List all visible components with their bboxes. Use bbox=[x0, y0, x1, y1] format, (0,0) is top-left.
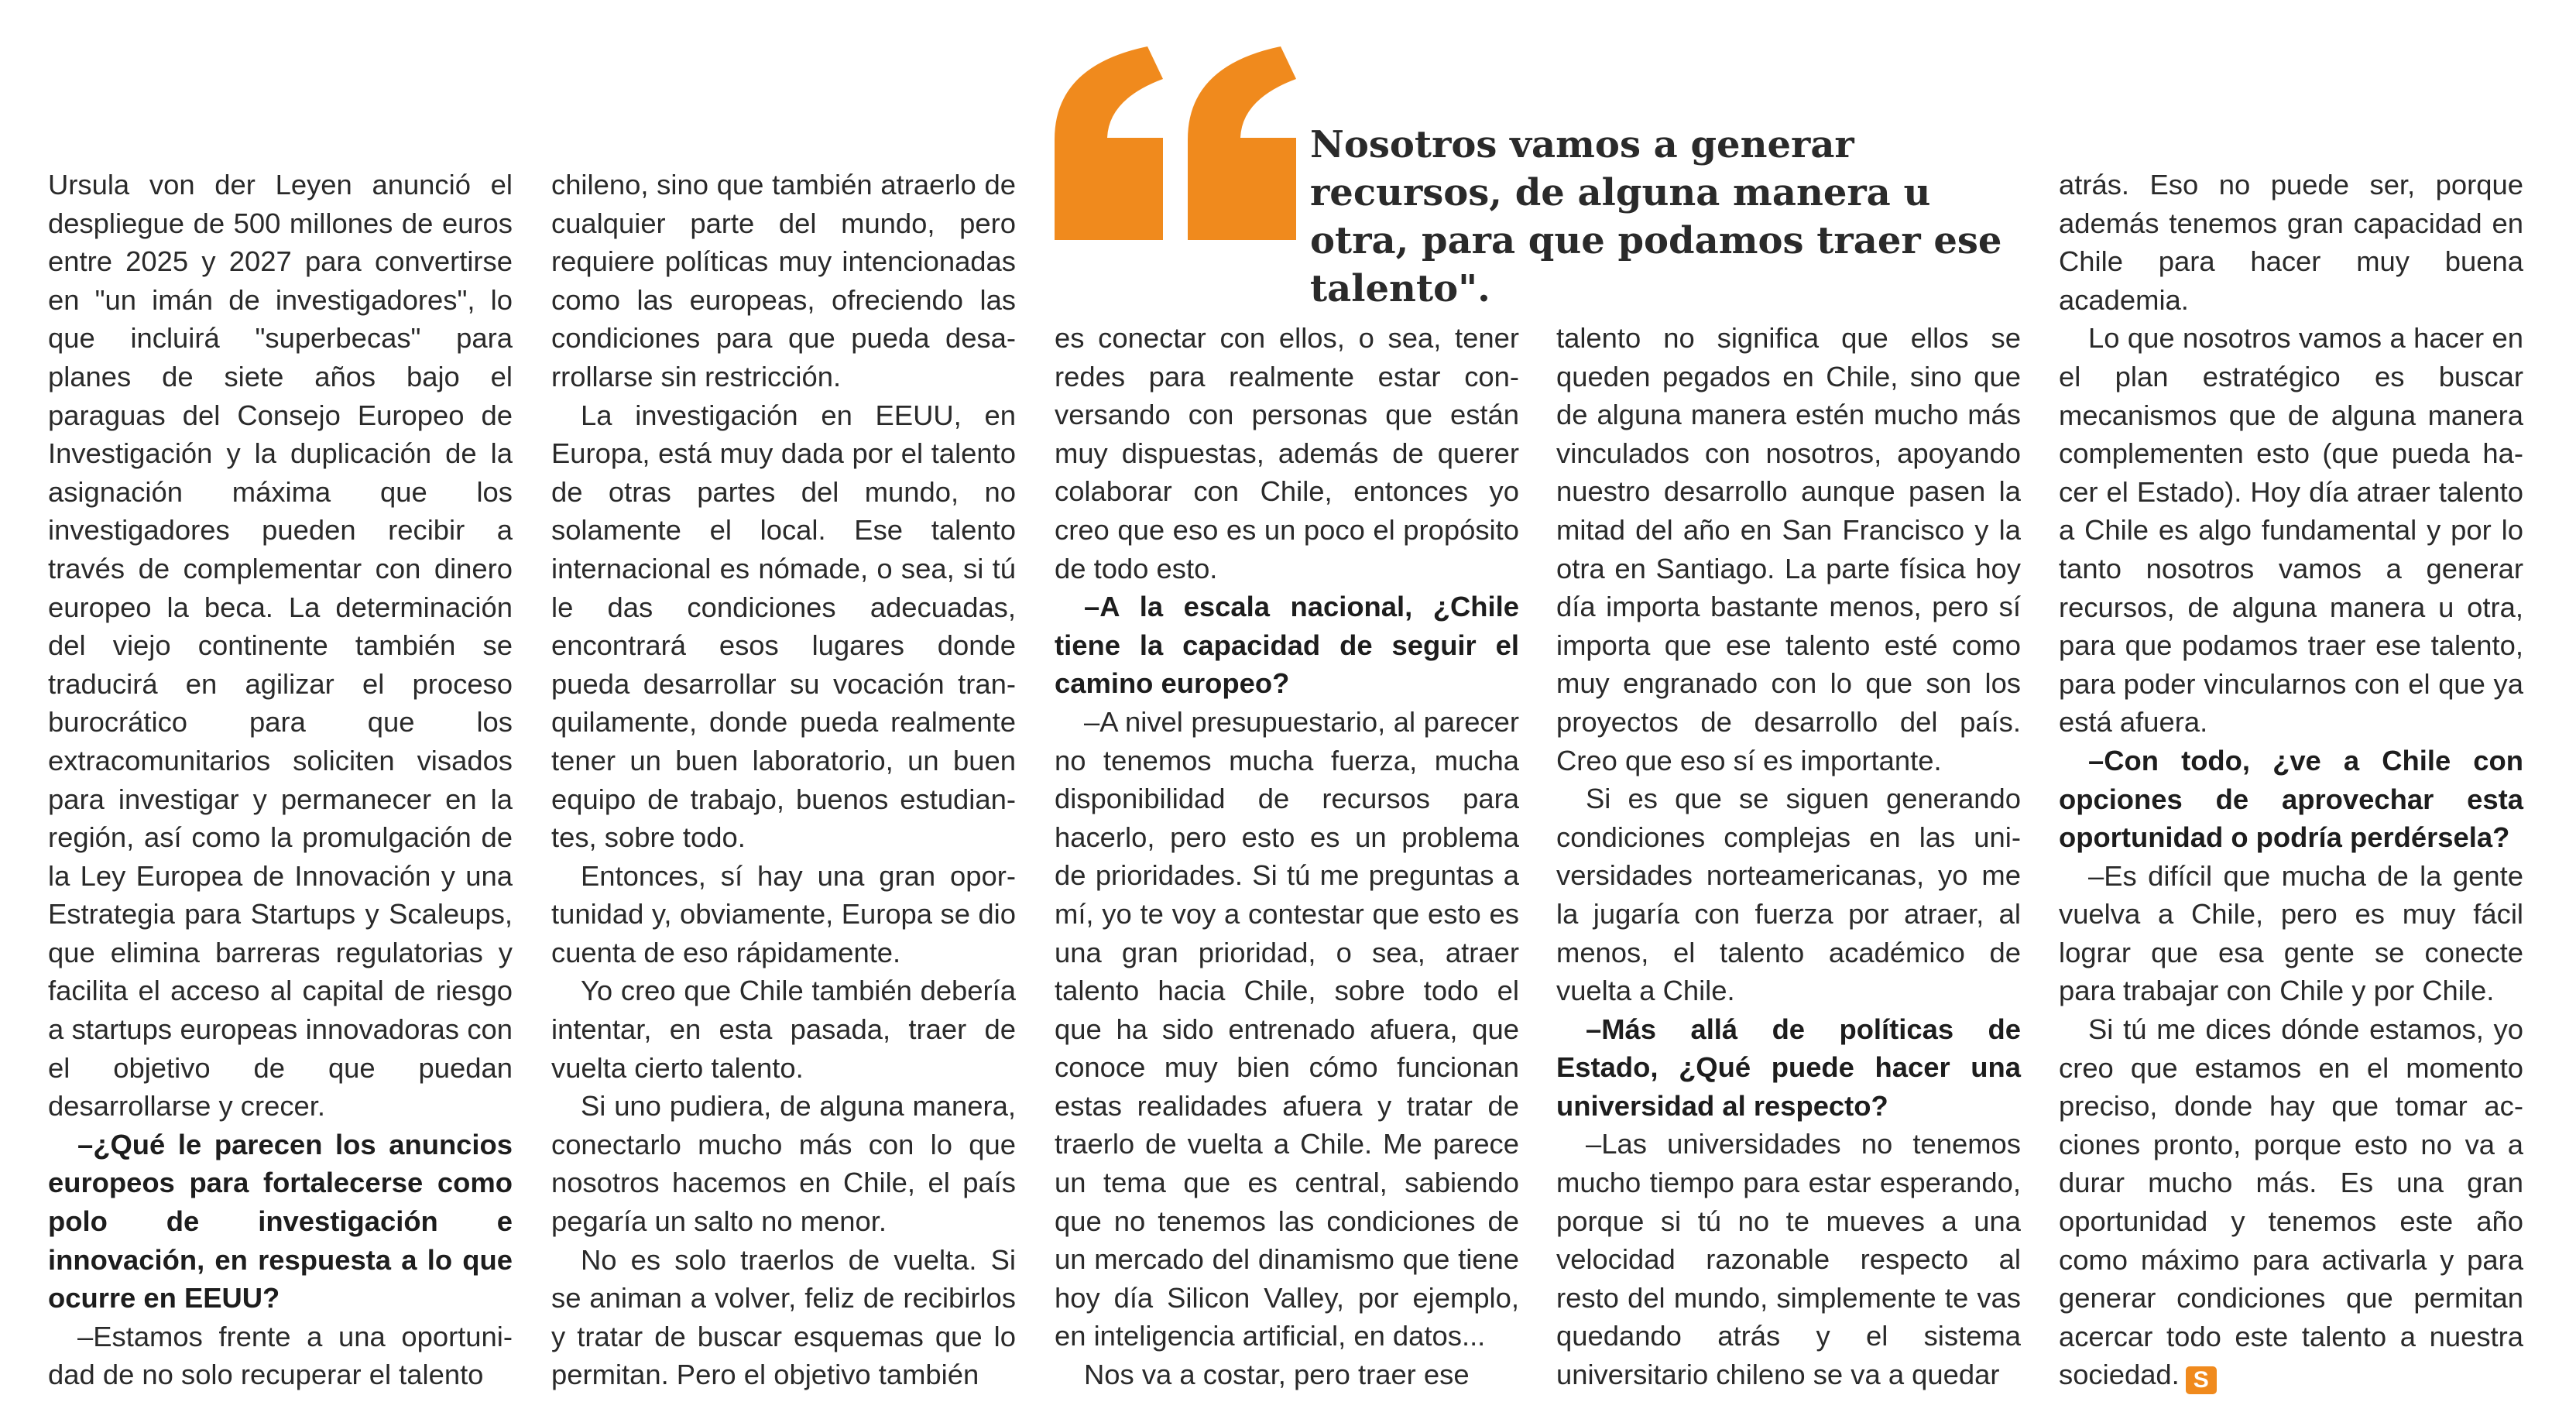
paragraph: –Es difícil que mucha de la gente vuelva a Chile, pero es muy fácil lograr que esa gente se conecte para trabajar con Chile y por Chile. bbox=[2059, 859, 2523, 1007]
paragraph bbox=[2059, 1010, 2523, 1394]
paragraph: Lo que nosotros vamos a hacer en el plan estratégico es buscar mecanismos que de alguna manera complementen esto (que pueda hacer el Estado). Hoy día atraer talento a Chile es algo fundamental y por lo tanto nosotros vamos a generar recursos, de alguna manera u otra, para que podamos traer ese talento, para poder vincularnos con el que ya está afuera. bbox=[2059, 322, 2523, 739]
paragraph: Nos va a costar, pero traer ese bbox=[1084, 1359, 1470, 1391]
paragraph: Yo creo que Chile también debería intentar, en esta pasada, traer de vuelta cierto talento. bbox=[551, 975, 1016, 1084]
closing-paragraph-text: Si tú me dices dónde estamos, yo creo que estamos en el momento preciso, donde hay que tomar acciones pronto, porque esto no va a durar mucho más. Es una gran oportunidad y tenemos este año como máximo para activarla y para generar condiciones que permitan acercar todo este talento a nuestra sociedad. bbox=[2059, 1013, 2523, 1391]
publication-logo-icon: S bbox=[2186, 1366, 2217, 1394]
article-column-2 bbox=[551, 166, 1016, 1394]
paragraph: es conectar con ellos, o sea, tener redes para realmente estar conversando con personas que están muy dispuestas, además de querer colaborar con Chile, entonces yo creo que eso es un poco el propósito de todo esto. bbox=[1055, 322, 1519, 584]
paragraph: Entonces, sí hay una gran oportunidad y, obviamente, Europa se dio cuenta de eso rápidamente. bbox=[551, 859, 1016, 968]
article-column-3 bbox=[1055, 319, 1519, 1394]
paragraph: –A nivel presupuestario, al parecer no tenemos mucha fuerza, mucha disponibilidad de recursos para hacerlo, pero esto es un problema de prioridades. Si tú me preguntas a mí, yo te voy a contestar que esto es una gran prioridad, o sea, atraer talento hacia Chile, sobre todo el que ha sido entrenado afuera, que conoce muy bien cómo funcionan estas realidades afuera y tratar de traerlo de vuelta a Chile. Me parece un tema que es central, sabiendo que no tenemos las condiciones de un mercado del dinamismo que tiene hoy día Silicon Valley, por ejemplo, en inteligencia artificial, en datos... bbox=[1055, 705, 1519, 1352]
interview-question: –A la escala nacional, ¿Chile tiene la capacidad de seguir el camino europeo? bbox=[1055, 591, 1519, 700]
interview-question: –¿Qué le parecen los anuncios europeos para fortalecerse como polo de investigación e innovación, en respuesta a lo que ocurre en EEUU? bbox=[48, 1128, 513, 1314]
paragraph: chileno, sino que también atraerlo de cualquier parte del mundo, pero requiere políticas muy intencionadas como las europeas, ofreciendo las condiciones para que pueda desarrollarse sin restricción. bbox=[551, 169, 1016, 392]
paragraph: talento no significa que ellos se queden pegados en Chile, sino que de alguna manera estén mucho más vinculados con nosotros, apoyando nuestro desarrollo aunque pasen la mitad del año en San Francisco y la otra en Santiago. La parte física hoy día importa bastante menos, pero sí importa que ese talento esté como muy engranado con lo que son los proyectos de desarrollo del país. Creo que eso sí es importante. bbox=[1556, 322, 2021, 776]
paragraph: Si uno pudiera, de alguna manera, conectarlo mucho más con lo que nosotros hacemos en Chile, el país pegaría un salto no menor. bbox=[551, 1090, 1016, 1238]
paragraph: No es solo traerlos de vuelta. Si se animan a volver, feliz de recibirlos y tratar de buscar esquemas que lo permitan. Pero el objetivo también bbox=[551, 1243, 1016, 1391]
interview-question: –Más allá de políticas de Estado, ¿Qué puede hacer una universidad al respecto? bbox=[1556, 1013, 2021, 1122]
quote-mark-right bbox=[1188, 46, 1296, 240]
article-column-5 bbox=[2059, 166, 2523, 1394]
paragraph: La investigación en EEUU, en Europa, está muy dada por el talento de otras partes del mundo, no solamente el local. Ese talento internacional es nómade, o sea, si tú le das condiciones adecuadas, encontrará esos lugares donde pueda desarrollar su vocación tranquilamente, donde pueda realmente tener un buen laboratorio, un buen equipo de trabajo, buenos estudiantes, sobre todo. bbox=[551, 399, 1016, 854]
article-column-4 bbox=[1556, 319, 2021, 1394]
paragraph: –Estamos frente a una oportunidad de no solo recuperar el talento bbox=[48, 1320, 513, 1391]
pull-quote bbox=[1055, 46, 2022, 310]
quote-marks-icon bbox=[1055, 46, 1302, 240]
paragraph: –Las universidades no tenemos mucho tiempo para estar esperando, porque si tú no te mueves a una velocidad razonable respecto al resto del mundo, simplemente te vas quedando atrás y el sistema universitario chileno se va a quedar bbox=[1556, 1128, 2021, 1391]
paragraph: Ursula von der Leyen anunció el despliegue de 500 millones de euros entre 2025 y 2027 para convertirse en "un imán de investigadores", lo que incluirá "superbecas" para planes de siete años bajo el paraguas del Consejo Europeo de Investigación y la duplicación de la asignación máxima que los investigadores pueden recibir a través de complementar con dinero europeo la beca. La determinación del viejo continente también se traducirá en agilizar el proceso burocrático para que los extracomunitarios soliciten visados para investigar y permanecer en la región, así como la promulgación de la Ley Europea de Innovación y una Estrategia para Startups y Scaleups, que elimina barreras regulatorias y facilita el acceso al capital de riesgo a startups europeas innovadoras con el objetivo de que puedan desarrollarse y crecer. bbox=[48, 169, 513, 1123]
interview-question: –Con todo, ¿ve a Chile con opciones de aprovechar esta oportunidad o podría perdérsela? bbox=[2059, 744, 2523, 854]
article-column-1 bbox=[48, 166, 513, 1394]
paragraph: Si es que se siguen generando condiciones complejas en las universidades norteamericanas, yo me la jugaría con fuerza por atraer, al menos, el talento académico de vuelta a Chile. bbox=[1556, 783, 2021, 1007]
pull-quote-text: Nosotros vamos a generar recursos, de alguna manera u otra, para que podamos traer ese talento". bbox=[1310, 123, 2002, 310]
quote-mark-left bbox=[1055, 46, 1163, 240]
paragraph: atrás. Eso no puede ser, porque además tenemos gran capacidad en Chile para hacer muy buena academia. bbox=[2059, 169, 2523, 316]
